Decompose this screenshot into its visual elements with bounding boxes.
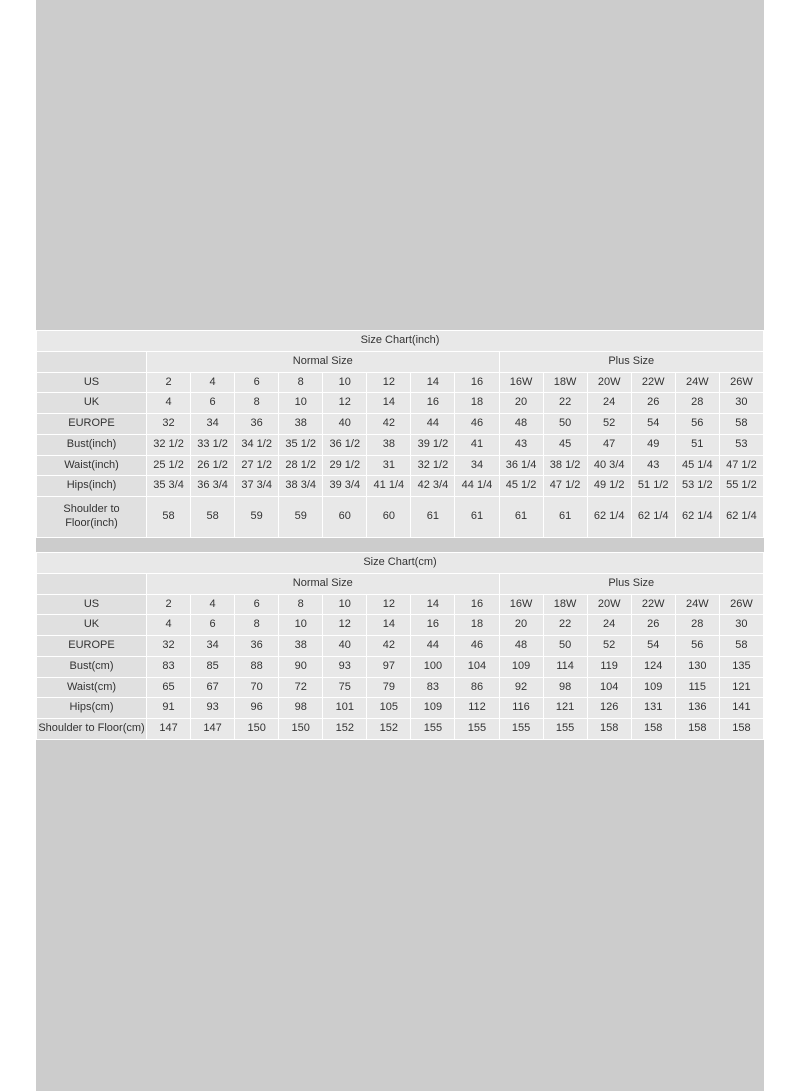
table-cell: 14: [367, 393, 411, 414]
table-cell: 10: [279, 393, 323, 414]
table-cell: 26W: [719, 594, 763, 615]
table-cell: 45 1/4: [675, 455, 719, 476]
group-header-label: Normal Size: [147, 351, 500, 372]
table-cell: 105: [367, 698, 411, 719]
table-cell: 6: [191, 393, 235, 414]
table-cell: 53 1/2: [675, 476, 719, 497]
row-label: UK: [37, 393, 147, 414]
table-cell: 158: [587, 719, 631, 740]
table-cell: 91: [147, 698, 191, 719]
chart-spacer: [36, 538, 764, 552]
table-cell: 24W: [675, 594, 719, 615]
table-cell: 93: [323, 656, 367, 677]
row-label: US: [37, 594, 147, 615]
table-row: [37, 393, 764, 414]
table-cell: 28: [675, 615, 719, 636]
table-cell: 92: [499, 677, 543, 698]
table-cell: 8: [235, 615, 279, 636]
row-label: Shoulder to Floor(cm): [37, 719, 147, 740]
table-cell: 70: [235, 677, 279, 698]
table-cell: 136: [675, 698, 719, 719]
table-cell: 20W: [587, 594, 631, 615]
table-cell: 26: [631, 615, 675, 636]
table-cell: 8: [279, 594, 323, 615]
row-label: Hips(cm): [37, 698, 147, 719]
table-cell: 58: [719, 636, 763, 657]
table-cell: 147: [147, 719, 191, 740]
table-cell: 38 1/2: [543, 455, 587, 476]
table-cell: 62 1/4: [675, 497, 719, 538]
table-cell: 36 3/4: [191, 476, 235, 497]
table-cell: 115: [675, 677, 719, 698]
table-cell: 24: [587, 615, 631, 636]
table-cell: 20W: [587, 372, 631, 393]
table-row: [37, 594, 764, 615]
table-cell: 47 1/2: [719, 455, 763, 476]
table-cell: 22W: [631, 372, 675, 393]
table-cell: 46: [455, 636, 499, 657]
charts-root: [36, 330, 764, 740]
table-cell: 34: [191, 414, 235, 435]
table-cell: 26: [631, 393, 675, 414]
table-cell: 126: [587, 698, 631, 719]
table-cell: 44: [411, 636, 455, 657]
table-cell: 58: [191, 497, 235, 538]
table-row: [37, 636, 764, 657]
table-cell: 97: [367, 656, 411, 677]
table-cell: 150: [279, 719, 323, 740]
table-cell: 25 1/2: [147, 455, 191, 476]
table-cell: 42 3/4: [411, 476, 455, 497]
table-cell: 48: [499, 636, 543, 657]
table-cell: 6: [235, 372, 279, 393]
table-cell: 52: [587, 414, 631, 435]
row-label: Hips(inch): [37, 476, 147, 497]
table-cell: 14: [411, 372, 455, 393]
table-cell: 14: [411, 594, 455, 615]
table-cell: 155: [455, 719, 499, 740]
table-cell: 20: [499, 615, 543, 636]
table-cell: 75: [323, 677, 367, 698]
table-cell: 83: [411, 677, 455, 698]
table-cell: 52: [587, 636, 631, 657]
row-label: Bust(cm): [37, 656, 147, 677]
table-cell: 26 1/2: [191, 455, 235, 476]
table-cell: 54: [631, 414, 675, 435]
table-cell: 14: [367, 615, 411, 636]
table-cell: 51 1/2: [631, 476, 675, 497]
group-header-label: Plus Size: [499, 573, 764, 594]
table-cell: 155: [499, 719, 543, 740]
table-cell: 45 1/2: [499, 476, 543, 497]
table-row: [37, 434, 764, 455]
table-cell: 135: [719, 656, 763, 677]
table-cell: 43: [631, 455, 675, 476]
table-cell: 24: [587, 393, 631, 414]
table-cell: 61: [411, 497, 455, 538]
table-cell: 109: [411, 698, 455, 719]
table-cell: 46: [455, 414, 499, 435]
table-row: [37, 497, 764, 538]
table-cell: 4: [147, 615, 191, 636]
table-cell: 141: [719, 698, 763, 719]
table-cell: 116: [499, 698, 543, 719]
table-cell: 48: [499, 414, 543, 435]
table-cell: 130: [675, 656, 719, 677]
table-cell: 50: [543, 414, 587, 435]
table-cell: 58: [719, 414, 763, 435]
table-cell: 62 1/4: [719, 497, 763, 538]
table-cell: 6: [191, 615, 235, 636]
table-cell: 47 1/2: [543, 476, 587, 497]
table-cell: 39 1/2: [411, 434, 455, 455]
table-cell: 36 1/4: [499, 455, 543, 476]
table-cell: 16: [411, 393, 455, 414]
row-label: Bust(inch): [37, 434, 147, 455]
table-cell: 59: [279, 497, 323, 538]
table-cell: 65: [147, 677, 191, 698]
table-cell: 61: [499, 497, 543, 538]
table-cell: 147: [191, 719, 235, 740]
table-cell: 16W: [499, 594, 543, 615]
row-label: Waist(inch): [37, 455, 147, 476]
table-cell: 53: [719, 434, 763, 455]
table-cell: 26W: [719, 372, 763, 393]
table-cell: 12: [367, 372, 411, 393]
table-cell: 16: [455, 594, 499, 615]
table-cell: 38: [279, 414, 323, 435]
table-cell: 61: [455, 497, 499, 538]
group-header-empty: [37, 573, 147, 594]
table-row: [37, 372, 764, 393]
table-cell: 16: [411, 615, 455, 636]
table-cell: 41 1/4: [367, 476, 411, 497]
table-cell: 124: [631, 656, 675, 677]
table-cell: 35 1/2: [279, 434, 323, 455]
table-cell: 24W: [675, 372, 719, 393]
size-chart-0: [36, 330, 764, 538]
table-cell: 44: [411, 414, 455, 435]
table-cell: 93: [191, 698, 235, 719]
table-cell: 44 1/4: [455, 476, 499, 497]
table-cell: 54: [631, 636, 675, 657]
table-cell: 32 1/2: [411, 455, 455, 476]
table-cell: 30: [719, 393, 763, 414]
table-cell: 8: [279, 372, 323, 393]
table-cell: 32: [147, 636, 191, 657]
table-row: [37, 615, 764, 636]
table-cell: 58: [147, 497, 191, 538]
table-cell: 8: [235, 393, 279, 414]
table-cell: 22: [543, 393, 587, 414]
table-cell: 18: [455, 615, 499, 636]
table-cell: 41: [455, 434, 499, 455]
chart-title: Size Chart(cm): [37, 553, 764, 574]
table-cell: 42: [367, 636, 411, 657]
table-cell: 10: [323, 372, 367, 393]
table-cell: 35 3/4: [147, 476, 191, 497]
table-cell: 47: [587, 434, 631, 455]
table-cell: 4: [191, 594, 235, 615]
table-cell: 10: [279, 615, 323, 636]
table-cell: 40 3/4: [587, 455, 631, 476]
table-cell: 43: [499, 434, 543, 455]
table-cell: 152: [323, 719, 367, 740]
group-header-label: Plus Size: [499, 351, 764, 372]
table-cell: 39 3/4: [323, 476, 367, 497]
table-cell: 121: [719, 677, 763, 698]
table-cell: 119: [587, 656, 631, 677]
row-label: US: [37, 372, 147, 393]
table-cell: 32 1/2: [147, 434, 191, 455]
table-cell: 104: [455, 656, 499, 677]
table-cell: 98: [543, 677, 587, 698]
chart-title-row: [37, 331, 764, 352]
table-cell: 10: [323, 594, 367, 615]
table-row: [37, 414, 764, 435]
group-header-empty: [37, 351, 147, 372]
group-header-label: Normal Size: [147, 573, 500, 594]
table-cell: 56: [675, 636, 719, 657]
table-cell: 33 1/2: [191, 434, 235, 455]
table-cell: 101: [323, 698, 367, 719]
table-row: [37, 476, 764, 497]
table-cell: 158: [675, 719, 719, 740]
size-chart-table: [36, 552, 764, 740]
table-row: [37, 698, 764, 719]
row-label: Waist(cm): [37, 677, 147, 698]
table-cell: 28: [675, 393, 719, 414]
table-cell: 6: [235, 594, 279, 615]
table-cell: 4: [147, 393, 191, 414]
table-cell: 16W: [499, 372, 543, 393]
table-cell: 67: [191, 677, 235, 698]
table-cell: 2: [147, 594, 191, 615]
table-cell: 37 3/4: [235, 476, 279, 497]
table-cell: 59: [235, 497, 279, 538]
table-cell: 96: [235, 698, 279, 719]
table-cell: 32: [147, 414, 191, 435]
table-cell: 155: [411, 719, 455, 740]
table-cell: 18W: [543, 594, 587, 615]
table-row: [37, 656, 764, 677]
table-cell: 155: [543, 719, 587, 740]
table-cell: 2: [147, 372, 191, 393]
table-cell: 51: [675, 434, 719, 455]
table-cell: 62 1/4: [631, 497, 675, 538]
size-chart-container: [36, 330, 764, 740]
table-cell: 79: [367, 677, 411, 698]
table-cell: 28 1/2: [279, 455, 323, 476]
table-cell: 31: [367, 455, 411, 476]
row-label: Shoulder to Floor(inch): [37, 497, 147, 538]
table-cell: 158: [719, 719, 763, 740]
size-chart-1: [36, 552, 764, 740]
row-label: EUROPE: [37, 636, 147, 657]
row-label: UK: [37, 615, 147, 636]
table-cell: 50: [543, 636, 587, 657]
table-cell: 22W: [631, 594, 675, 615]
table-cell: 60: [367, 497, 411, 538]
table-cell: 56: [675, 414, 719, 435]
table-row: [37, 719, 764, 740]
table-cell: 36: [235, 636, 279, 657]
table-cell: 18: [455, 393, 499, 414]
table-cell: 36: [235, 414, 279, 435]
table-cell: 121: [543, 698, 587, 719]
table-cell: 22: [543, 615, 587, 636]
table-cell: 112: [455, 698, 499, 719]
table-cell: 45: [543, 434, 587, 455]
table-cell: 114: [543, 656, 587, 677]
table-cell: 34 1/2: [235, 434, 279, 455]
table-cell: 29 1/2: [323, 455, 367, 476]
table-cell: 60: [323, 497, 367, 538]
table-cell: 83: [147, 656, 191, 677]
row-label: EUROPE: [37, 414, 147, 435]
table-cell: 109: [631, 677, 675, 698]
table-cell: 12: [367, 594, 411, 615]
table-cell: 40: [323, 636, 367, 657]
table-cell: 100: [411, 656, 455, 677]
table-cell: 90: [279, 656, 323, 677]
table-row: [37, 455, 764, 476]
table-row: [37, 677, 764, 698]
table-cell: 38 3/4: [279, 476, 323, 497]
table-cell: 12: [323, 615, 367, 636]
table-cell: 150: [235, 719, 279, 740]
table-cell: 42: [367, 414, 411, 435]
table-cell: 4: [191, 372, 235, 393]
table-cell: 131: [631, 698, 675, 719]
table-cell: 38: [367, 434, 411, 455]
table-cell: 12: [323, 393, 367, 414]
table-cell: 38: [279, 636, 323, 657]
table-cell: 34: [455, 455, 499, 476]
chart-title: Size Chart(inch): [37, 331, 764, 352]
table-cell: 86: [455, 677, 499, 698]
table-cell: 16: [455, 372, 499, 393]
table-cell: 18W: [543, 372, 587, 393]
table-cell: 152: [367, 719, 411, 740]
table-cell: 49: [631, 434, 675, 455]
table-cell: 55 1/2: [719, 476, 763, 497]
table-cell: 34: [191, 636, 235, 657]
table-cell: 49 1/2: [587, 476, 631, 497]
table-cell: 30: [719, 615, 763, 636]
group-header-row: [37, 351, 764, 372]
group-header-row: [37, 573, 764, 594]
table-cell: 72: [279, 677, 323, 698]
table-cell: 62 1/4: [587, 497, 631, 538]
table-cell: 40: [323, 414, 367, 435]
table-cell: 88: [235, 656, 279, 677]
table-cell: 158: [631, 719, 675, 740]
table-cell: 104: [587, 677, 631, 698]
table-cell: 27 1/2: [235, 455, 279, 476]
table-cell: 85: [191, 656, 235, 677]
table-cell: 20: [499, 393, 543, 414]
table-cell: 98: [279, 698, 323, 719]
table-cell: 109: [499, 656, 543, 677]
chart-title-row: [37, 553, 764, 574]
size-chart-table: [36, 330, 764, 538]
table-cell: 61: [543, 497, 587, 538]
table-cell: 36 1/2: [323, 434, 367, 455]
